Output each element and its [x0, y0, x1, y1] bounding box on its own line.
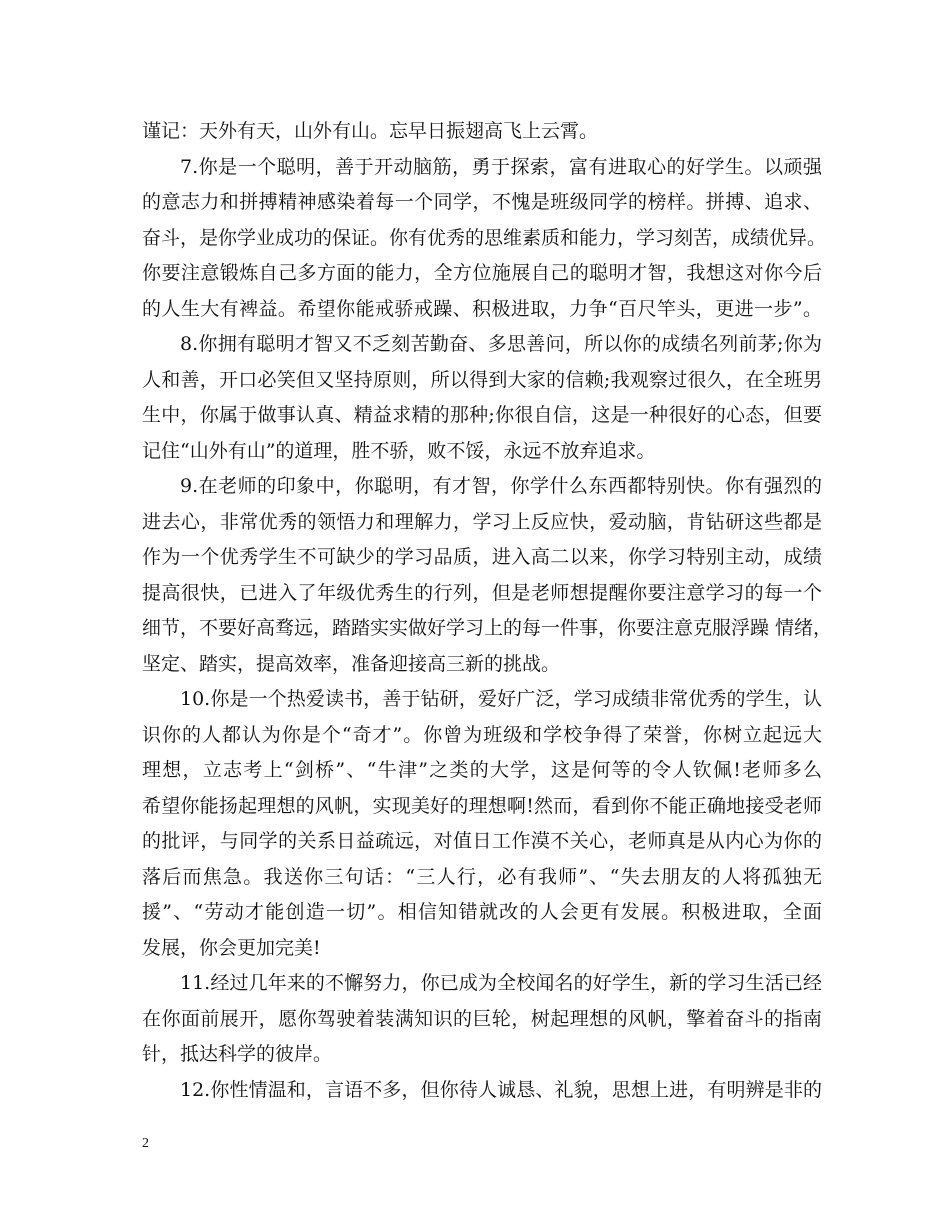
paragraph-7-line: 7.你是一个聪明，善于开动脑筋，勇于探索，富有进取心的好学生。以顽强 — [180, 155, 822, 178]
text-line: 谨记：天外有天，山外有山。忘早日振翅高飞上云霄。 — [142, 120, 599, 142]
text-line: 进去心，非常优秀的领悟力和理解力，学习上反应快，爱动脑，肯钻研这些都是 — [142, 510, 822, 533]
text-line: 记住“山外有山”的道理，胜不骄，败不馁，永远不放弃追求。 — [142, 439, 656, 462]
text-line: 落后而焦急。我送你三句话：“三人行，必有我师”、“失去朋友的人将孤独无 — [142, 865, 822, 888]
paragraph-9-line: 9.在老师的印象中，你聪明，有才智，你学什么东西都特别快。你有强烈的 — [180, 475, 822, 497]
paragraph-10-line: 10.你是一个热爱读书，善于钻研，爱好广泛，学习成绩非常优秀的学生，认 — [180, 688, 822, 710]
text-line: 细节，不要好高骛远，踏踏实实做好学习上的每一件事，你要注意克服浮躁 情绪， — [142, 617, 833, 639]
text-line: 希望你能扬起理想的风帆，实现美好的理想啊!然而，看到你不能正确地接受老师 — [142, 794, 822, 817]
text-line: 针，抵达科学的彼岸。 — [142, 1043, 333, 1065]
document-body — [142, 114, 833, 1108]
text-line: 识你的人都认为你是个“奇才”。你曾为班级和学校争得了荣誉，你树立起远大 — [142, 723, 822, 746]
text-line: 生中，你属于做事认真、精益求精的那种;你很自信，这是一种很好的心态，但要 — [142, 404, 822, 426]
paragraph-8-line: 8.你拥有聪明才智又不乏刻苦勤奋、多思善问，所以你的成绩名列前茅;你为 — [180, 333, 822, 355]
text-line: 的意志力和拼搏精神感染着每一个同学，不愧是班级同学的榜样。拼搏、追求、 — [142, 191, 822, 213]
text-line: 提高很快，已进入了年级优秀生的行列，但是老师想提醒你要注意学习的每一个 — [142, 581, 822, 604]
text-line: 的批评，与同学的关系日益疏远，对值日工作漠不关心，老师真是从内心为你的 — [142, 830, 822, 852]
page-number: 2 — [142, 1136, 149, 1151]
text-line: 在你面前展开，愿你驾驶着装满知识的巨轮，树起理想的风帆，擎着奋斗的指南 — [142, 1007, 822, 1030]
paragraph-12-line: 12.你性情温和，言语不多，但你待人诚恳、礼貌，思想上进，有明辨是非的 — [180, 1078, 822, 1101]
text-line: 发展，你会更加完美! — [142, 936, 321, 959]
paragraph-11-line: 11.经过几年来的不懈努力，你已成为全校闻名的好学生，新的学习生活已经 — [180, 972, 822, 994]
text-line: 你要注意锻炼自己多方面的能力，全方位施展自己的聪明才智，我想这对你今后 — [142, 262, 822, 284]
text-line: 援”、“劳动才能创造一切”。相信知错就改的人会更有发展。积极进取，全面 — [142, 901, 822, 923]
text-line: 奋斗，是你学业成功的保证。你有优秀的思维素质和能力，学习刻苦，成绩优异。 — [142, 226, 827, 249]
text-line: 坚定、踏实，提高效率，准备迎接高三新的挑战。 — [142, 652, 561, 675]
text-line: 的人生大有裨益。希望你能戒骄戒躁、积极进取，力争“百尺竿头，更进一步”。 — [142, 297, 822, 320]
text-line: 作为一个优秀学生不可缺少的学习品质，进入高二以来，你学习特别主动，成绩 — [142, 546, 822, 568]
text-line: 人和善，开口必笑但又坚持原则，所以得到大家的信赖;我观察过很久，在全班男 — [142, 368, 822, 391]
text-line: 理想，立志考上“剑桥”、“牛津”之类的大学，这是何等的令人钦佩!老师多么 — [142, 759, 822, 781]
